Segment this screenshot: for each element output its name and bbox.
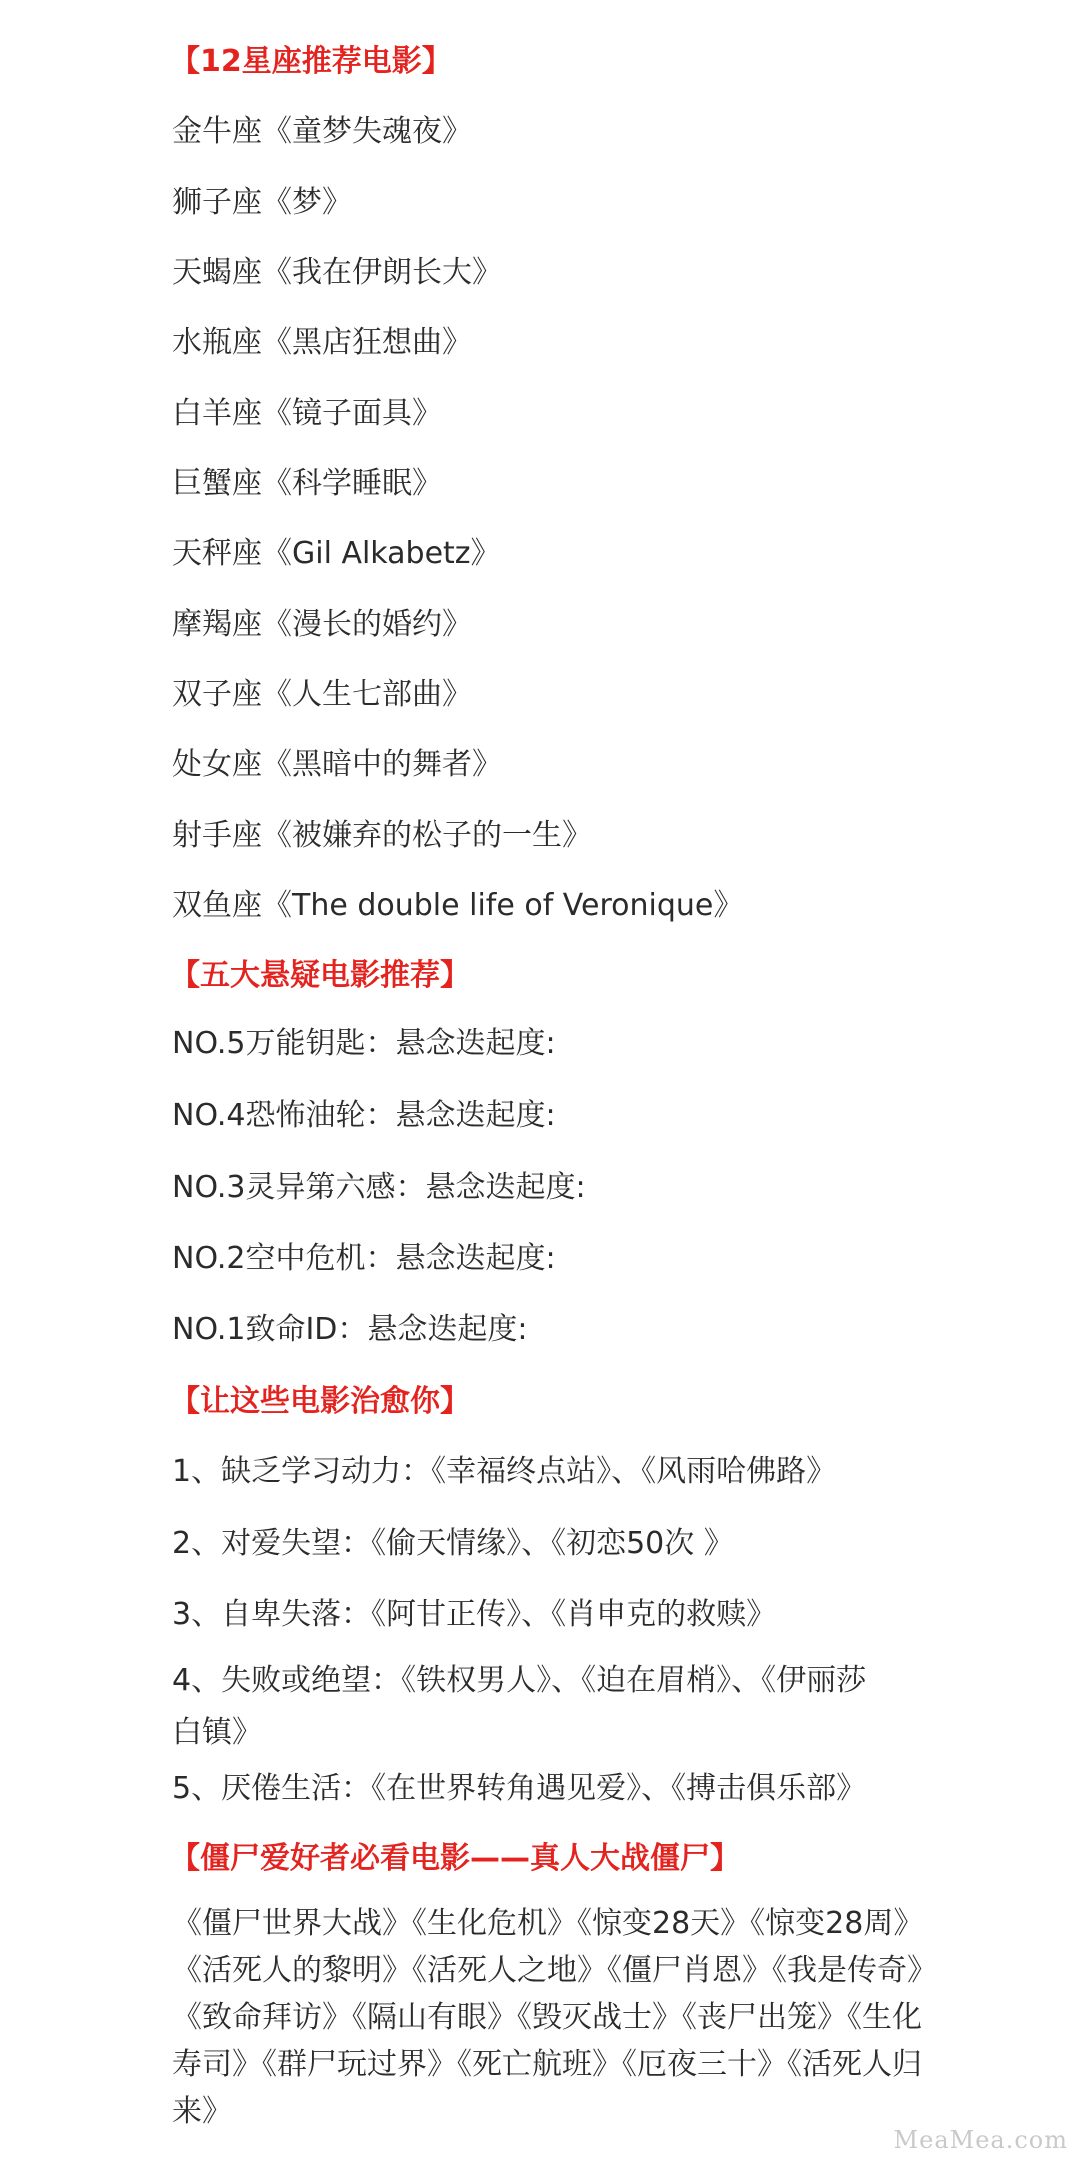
section-heading-zombie: 【僵尸爱好者必看电影——真人大战僵尸】 xyxy=(170,1841,740,1876)
zodiac-item: 双子座《人生七部曲》 xyxy=(172,677,472,712)
site-watermark: MeaMea.com xyxy=(893,2126,1068,2154)
healing-item: 2、对爱失望：《偷天情缘》、《初恋50次 》 xyxy=(172,1526,734,1561)
suspense-item: NO.1致命ID：悬念迭起度: xyxy=(172,1312,528,1347)
section-heading-zodiac: 【12星座推荐电影】 xyxy=(170,44,452,79)
zombie-movie-list: 《僵尸世界大战》《生化危机》《惊变28天》《惊变28周》《活死人的黎明》《活死人之地》《僵尸肖恩》《我是传奇》《致命拜访》《隔山有眼》《毁灭战士》《丧尸出笼》《生化寿司》《群尸玩过界》《死亡航班》《厄夜三十》《活死人归来》 xyxy=(172,1906,924,2129)
section-heading-suspense: 【五大悬疑电影推荐】 xyxy=(170,958,470,993)
section-heading-healing: 【让这些电影治愈你】 xyxy=(170,1384,470,1419)
healing-item: 4、失败或绝望：《铁权男人》、《迫在眉梢》、《伊丽莎白镇》 xyxy=(172,1663,867,1750)
zodiac-item: 摩羯座《漫长的婚约》 xyxy=(172,607,472,642)
healing-item: 1、缺乏学习动力：《幸福终点站》、《风雨哈佛路》 xyxy=(172,1454,837,1489)
suspense-item: NO.3灵异第六感：悬念迭起度: xyxy=(172,1170,586,1205)
zodiac-item: 金牛座《童梦失魂夜》 xyxy=(172,114,472,149)
zodiac-item: 巨蟹座《科学睡眠》 xyxy=(172,466,442,501)
zodiac-item: 天蝎座《我在伊朗长大》 xyxy=(172,255,502,290)
zodiac-item: 水瓶座《黑店狂想曲》 xyxy=(172,325,472,360)
suspense-item: NO.2空中危机：悬念迭起度: xyxy=(172,1241,556,1276)
zodiac-item: 双鱼座《The double life of Veronique》 xyxy=(172,888,744,923)
zodiac-item: 狮子座《梦》 xyxy=(172,185,352,220)
zodiac-item: 天秤座《Gil Alkabetz》 xyxy=(172,536,501,571)
suspense-item: NO.5万能钥匙：悬念迭起度: xyxy=(172,1026,556,1061)
healing-item: 3、自卑失落：《阿甘正传》、《肖申克的救赎》 xyxy=(172,1597,777,1632)
zodiac-item: 白羊座《镜子面具》 xyxy=(172,396,442,431)
zodiac-item: 处女座《黑暗中的舞者》 xyxy=(172,747,502,782)
suspense-item: NO.4恐怖油轮：悬念迭起度: xyxy=(172,1098,556,1133)
zodiac-item: 射手座《被嫌弃的松子的一生》 xyxy=(172,818,592,853)
healing-item: 5、厌倦生活：《在世界转角遇见爱》、《搏击俱乐部》 xyxy=(172,1771,867,1806)
